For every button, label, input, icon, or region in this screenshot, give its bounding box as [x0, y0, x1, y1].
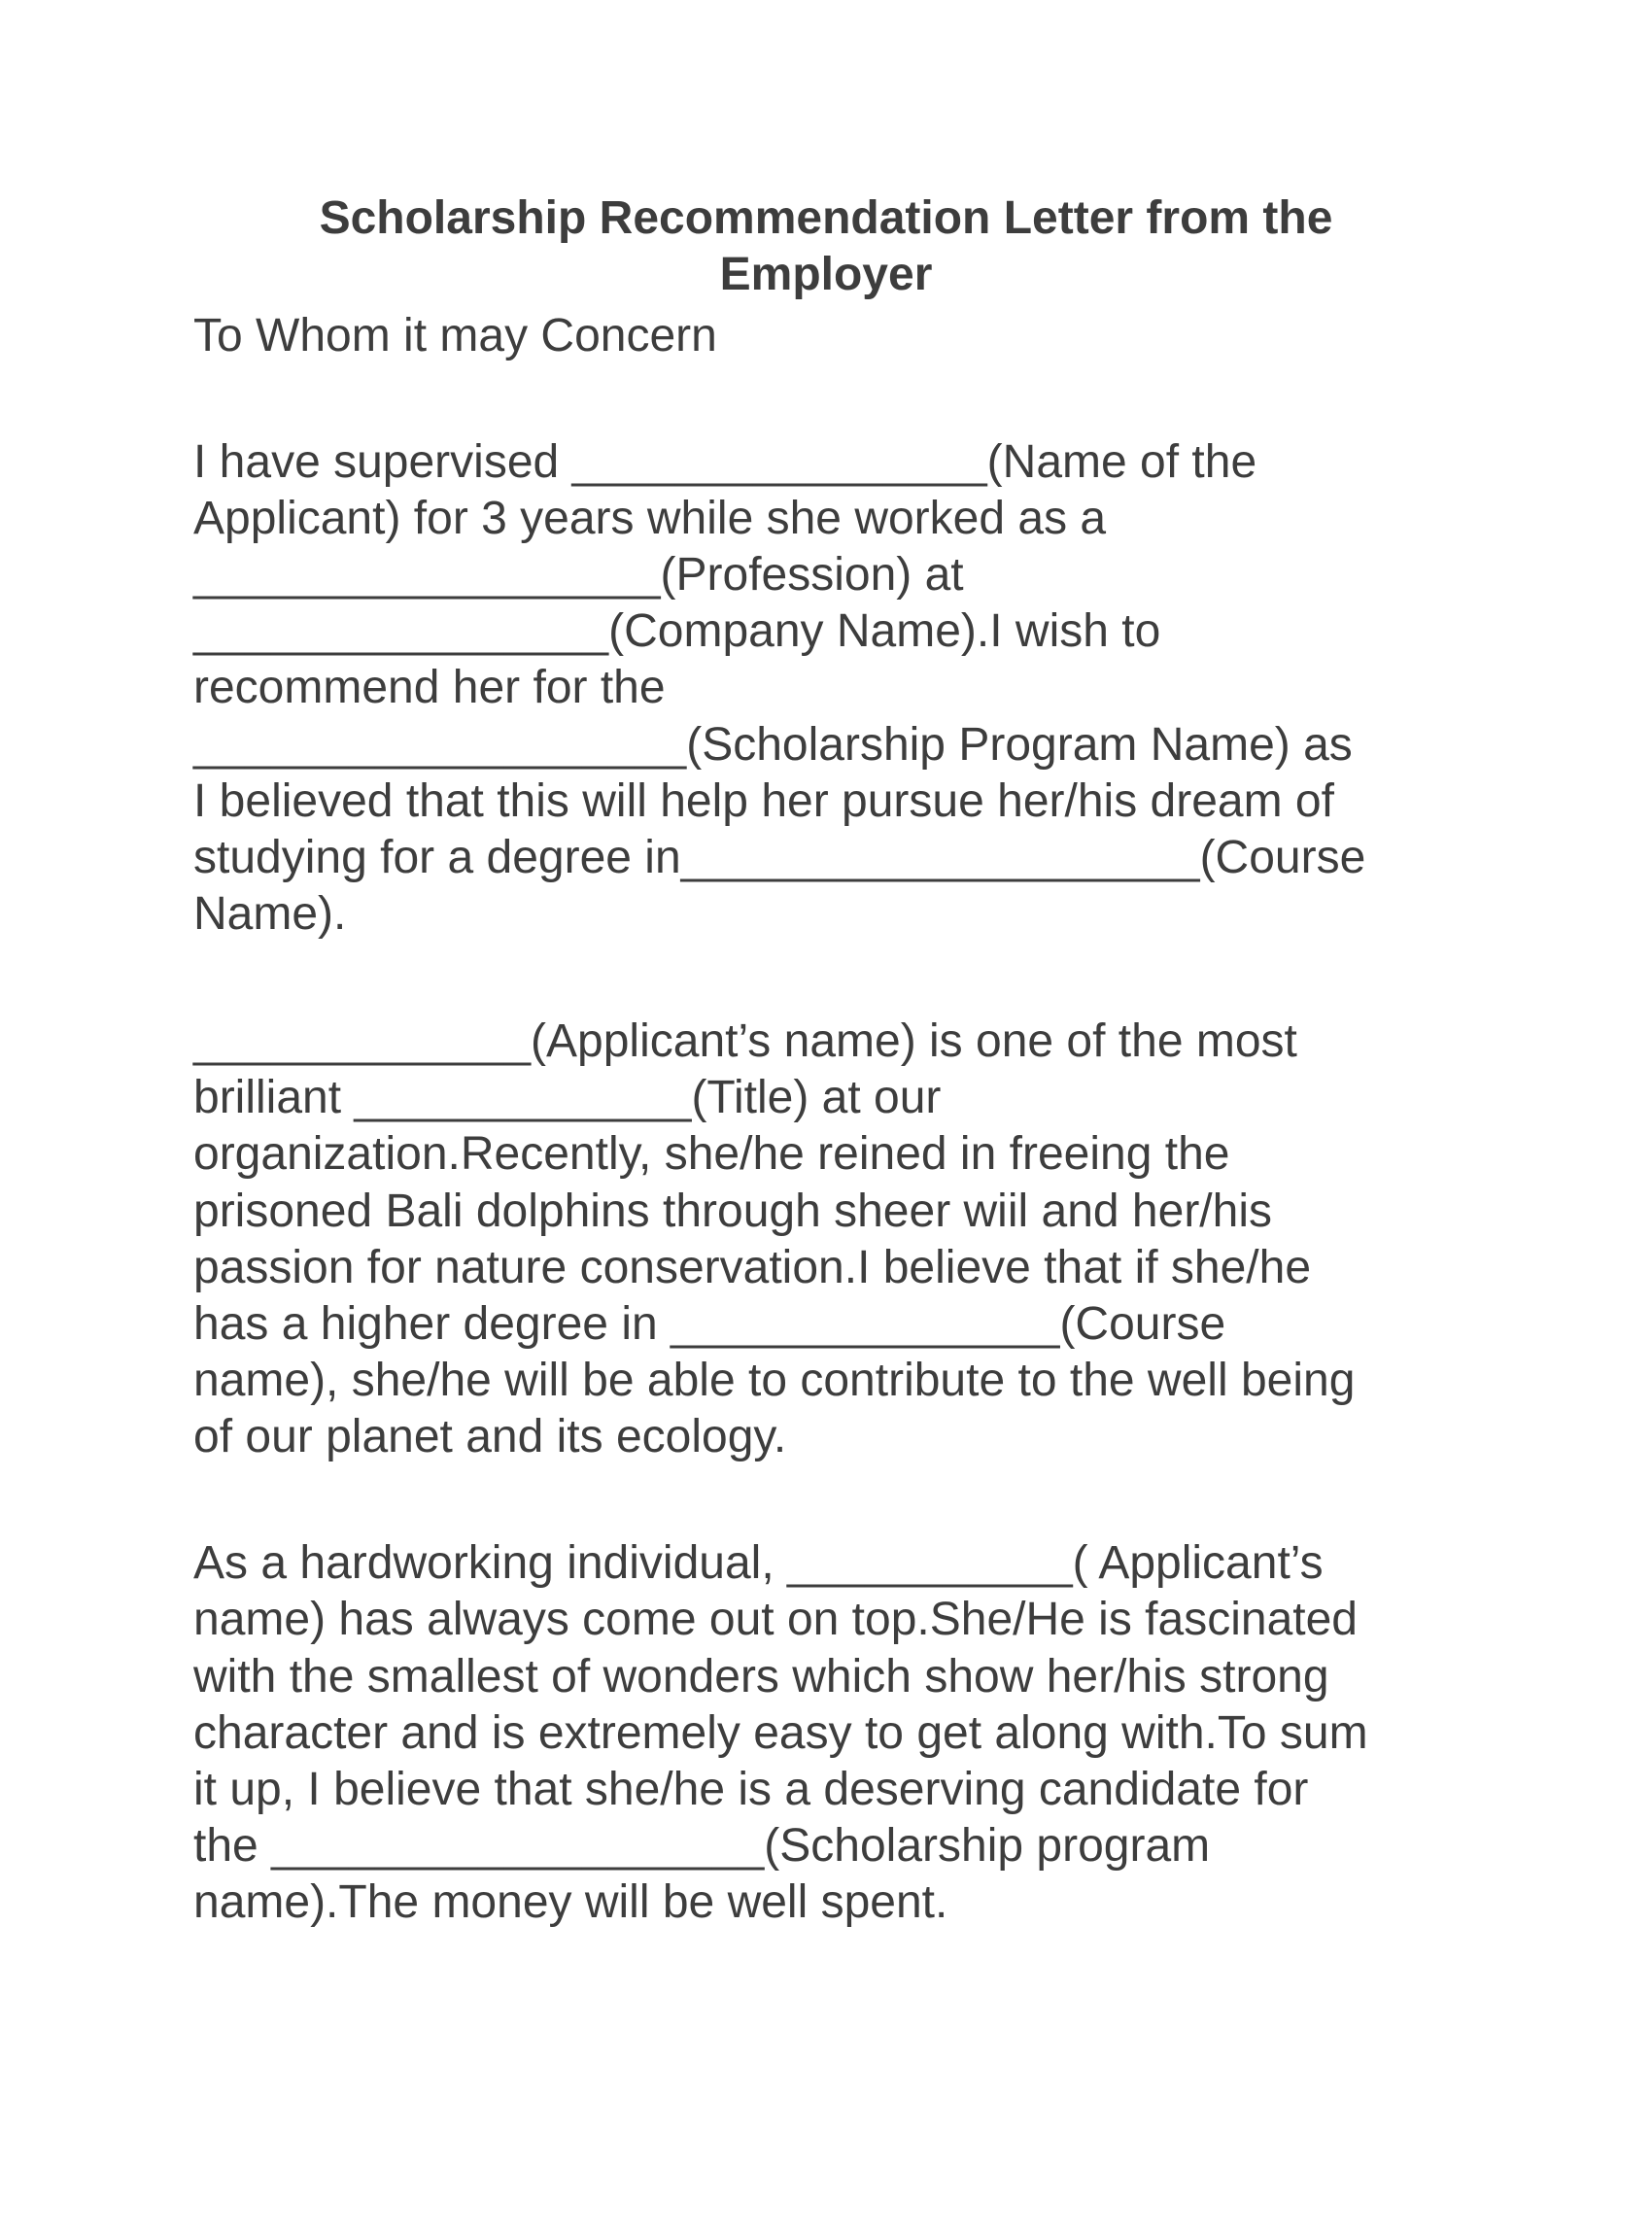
paragraph-line: recommend her for the	[193, 662, 666, 713]
paragraph-line: brilliant _____________(Title) at our	[193, 1072, 942, 1123]
salutation: To Whom it may Concern	[193, 310, 717, 361]
paragraph-line: the ___________________(Scholarship program	[193, 1820, 1211, 1872]
paragraph-line: of our planet and its ecology.	[193, 1411, 787, 1462]
paragraph-line: _____________(Applicant’s name) is one of the most	[193, 1015, 1297, 1067]
paragraph-line: ___________________(Scholarship Program Name) as	[193, 719, 1353, 771]
paragraph-line: I believed that this will help her pursue her/his dream of	[193, 775, 1334, 827]
paragraph-line: ________________(Company Name).I wish to	[193, 605, 1161, 657]
letter-title-line-1: Scholarship Recommendation Letter from the	[319, 192, 1333, 244]
letter-title-line-2: Employer	[719, 249, 933, 300]
paragraph-line: passion for nature conservation.I believe that if she/he	[193, 1242, 1312, 1293]
paragraph-line: __________________(Profession) at	[193, 549, 964, 601]
paragraph-line: I have supervised ________________(Name of the	[193, 436, 1257, 488]
paragraph-line: Applicant) for 3 years while she worked as a	[193, 493, 1107, 544]
paragraph-line: Name).	[193, 888, 347, 940]
paragraph-line: with the smallest of wonders which show her/his strong	[193, 1651, 1329, 1702]
paragraph-line: it up, I believe that she/he is a deserving candidate for	[193, 1764, 1309, 1815]
paragraph-line: has a higher degree in _______________(Course	[193, 1298, 1226, 1350]
paragraph-line: name).The money will be well spent.	[193, 1876, 948, 1928]
paragraph-line: organization.Recently, she/he reined in freeing the	[193, 1128, 1230, 1180]
letter-title	[194, 190, 1458, 303]
paragraph-line: name), she/he will be able to contribute to the well being	[193, 1355, 1356, 1406]
paragraph-line: As a hardworking individual, ___________( Applicant’s	[193, 1537, 1324, 1589]
paragraph-line: character and is extremely easy to get along with.To sum	[193, 1707, 1368, 1759]
paragraph-line: name) has always come out on top.She/He is fascinated	[193, 1594, 1358, 1645]
paragraph-line: prisoned Bali dolphins through sheer wiil and her/his	[193, 1186, 1272, 1237]
paragraph-line: studying for a degree in____________________(Course	[193, 832, 1366, 883]
